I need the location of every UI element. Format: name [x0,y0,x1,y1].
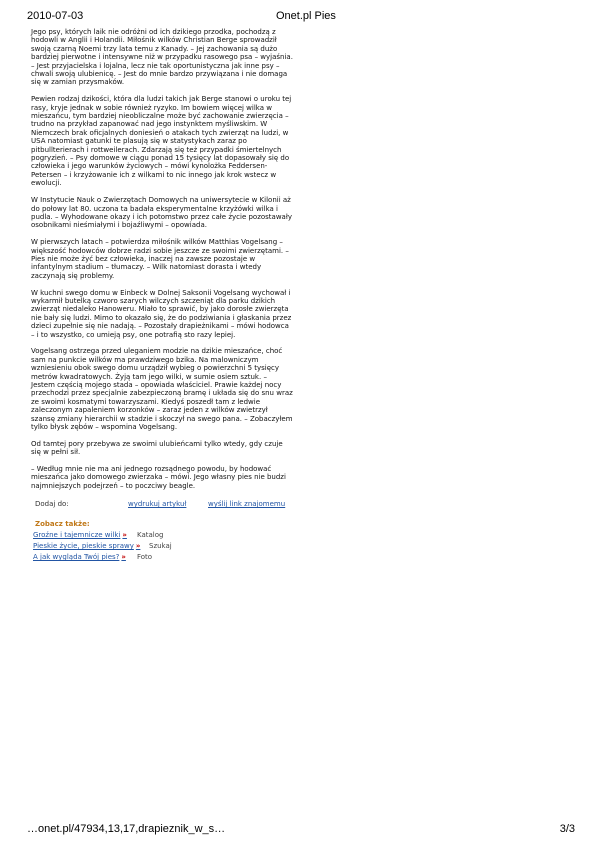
see-also-item [31,542,291,553]
see-also-section [31,520,291,564]
see-also-item [31,531,291,542]
article-paragraph: W Instytucie Nauk o Zwierzętach Domowych na uniwersytecie w Kilonii aż do połowy lat 80. uczona ta badała eksperymentalne krzyżówki wilka i pudla. – Wyhodowane okazy i ich potomstwo przez całe życie pozostawały osobnikami nieśmiałymi i bojaźliwymi – opowiada. [31,196,292,230]
arrow-icon: » [122,531,127,539]
page-url: …onet.pl/47934,13,17,drapieznik_w_s… [27,823,226,835]
article-paragraph: – Według mnie nie ma ani jednego rozsądnego powodu, by hodować mieszańca jako domowego zwierzaka – mówi. Jego własny pies nie budzi najmniejszych podejrzeń – to poczciwy beagle. [31,465,286,490]
article-paragraph: Od tamtej pory przebywa ze swoimi ulubieńcami tylko wtedy, gdy czuje się w pełni sił. [31,439,283,457]
see-also-category: Foto [137,553,153,561]
print-date: 2010-07-03 [27,10,84,22]
share-bar [31,500,331,510]
see-also-link[interactable]: A jak wygląda Twój pies? » [33,553,126,561]
page-number: 3/3 [559,823,575,835]
article-paragraph: W kuchni swego domu w Einbeck w Dolnej Saksonii Vogelsang wychował i wykarmił butelką czworo szarych wilczych szczeniąt dla parku dzikich zwierząt niedaleko Hanoweru. Miało to sprawić, by jako dorosłe zwierzęta nie bały się ludzi. Mimo to okazało się, że do podziwiania i głaskania przez dzieci zupełnie się nie nadają. – Pozostały drapieżnikami – mówi hodowca – i to wszystko, co umieją psy, one potrafią sto razy lepiej. [31,288,292,339]
article-paragraph: Jego psy, których laik nie odróżni od ich dzikiego przodka, pochodzą z hodowli w Anglii i Holandii. Miłośnik wilków Christian Berge sprowadził swoją czarną Noemi trzy lata temu z Kanady. – Jej zachowania są dużo bardziej pierwotne i intensywne niż w przypadku rasowego psa – wyjaśnia. – Jest przyjacielska i lojalna, lecz nie tak oportunistyczna jak inne psy – chwali swoją ulubienicę. – Jest do mnie bardzo przywiązana i nie domaga się w zamian przysmaków. [31,28,293,87]
see-also-item [31,553,291,564]
arrow-icon: » [121,553,126,561]
see-also-title: Zobacz także: [35,520,90,528]
article-paragraph: W pierwszych latach – potwierdza miłośnik wilków Matthias Vogelsang – większość hodowców dobrze radzi sobie jeszcze ze swoimi zwierzętami. – Pies nie może żyć bez człowieka, inaczej na zawsze pozostaje w infantylnym stadium – tłumaczy. – Wilk natomiast dorasta i wtedy zaczynają się problemy. [31,238,289,280]
share-label: Dodaj do: [35,500,69,508]
send-to-friend-link[interactable]: wyślij link znajomemu [208,500,286,508]
article-paragraph: Vogelsang ostrzega przed uleganiem modzie na dzikie mieszańce, choć sam na punkcie wilków ma prawdziwego bzika. Na malowniczym wzniesieniu obok swego domu urządził wybieg o powierzchni 5 tysięcy metrów kwadratowych. Żyją tam jego wilki, w sumie osiem sztuk. – Jestem częścią mojego stada – opowiada właściciel. Prawie każdej nocy przechodzi przez specjalnie zabezpieczoną bramę i układa się do snu wraz ze swoimi kosmatymi towarzyszami. Kiedyś poszedł tam z ledwie zaleczonym zapaleniem korzonków – zaraz jeden z wilków zwietrzył szansę zmiany hierarchii w stadzie i skoczył na swego pana. – Zobaczyłem tylko błysk zębów – wspomina Vogelsang. [31,347,293,432]
see-also-category: Katalog [137,531,164,539]
see-also-link[interactable]: Groźne i tajemnicze wilki » [33,531,127,539]
see-also-link[interactable]: Pieskie życie, pieskie sprawy » [33,542,141,550]
print-article-link[interactable]: wydrukuj artykuł [128,500,187,508]
page-title: Onet.pl Pies [276,10,336,22]
see-also-category: Szukaj [149,542,172,550]
article-paragraph: Pewien rodzaj dzikości, która dla ludzi takich jak Berge stanowi o uroku tej rasy, kryje jednak w sobie również ryzyko. Im bowiem więcej wilka w mieszańcu, tym bardziej nieobliczalne może być zachowanie zwierzęcia – trudno na przykład zapanować nad jego instynktem myśliwskim. W Niemczech brak oficjalnych doniesień o atakach tych zwierząt na ludzi, w USA natomiast gatunki te plasują się w statystykach zaraz po pitbullterierach i rottweilerach. Zdarzają się też przypadki śmiertelnych pogryzień. – Psy domowe w ciągu ponad 15 tysięcy lat dopasowały się do człowieka i jego warunków życiowych – mówi kynolożka Feddersen-Petersen – i krzyżowanie ich z wilkami to nic innego jak krok wstecz w ewolucji. [31,95,292,188]
article-body [31,28,293,499]
arrow-icon: » [135,542,141,550]
